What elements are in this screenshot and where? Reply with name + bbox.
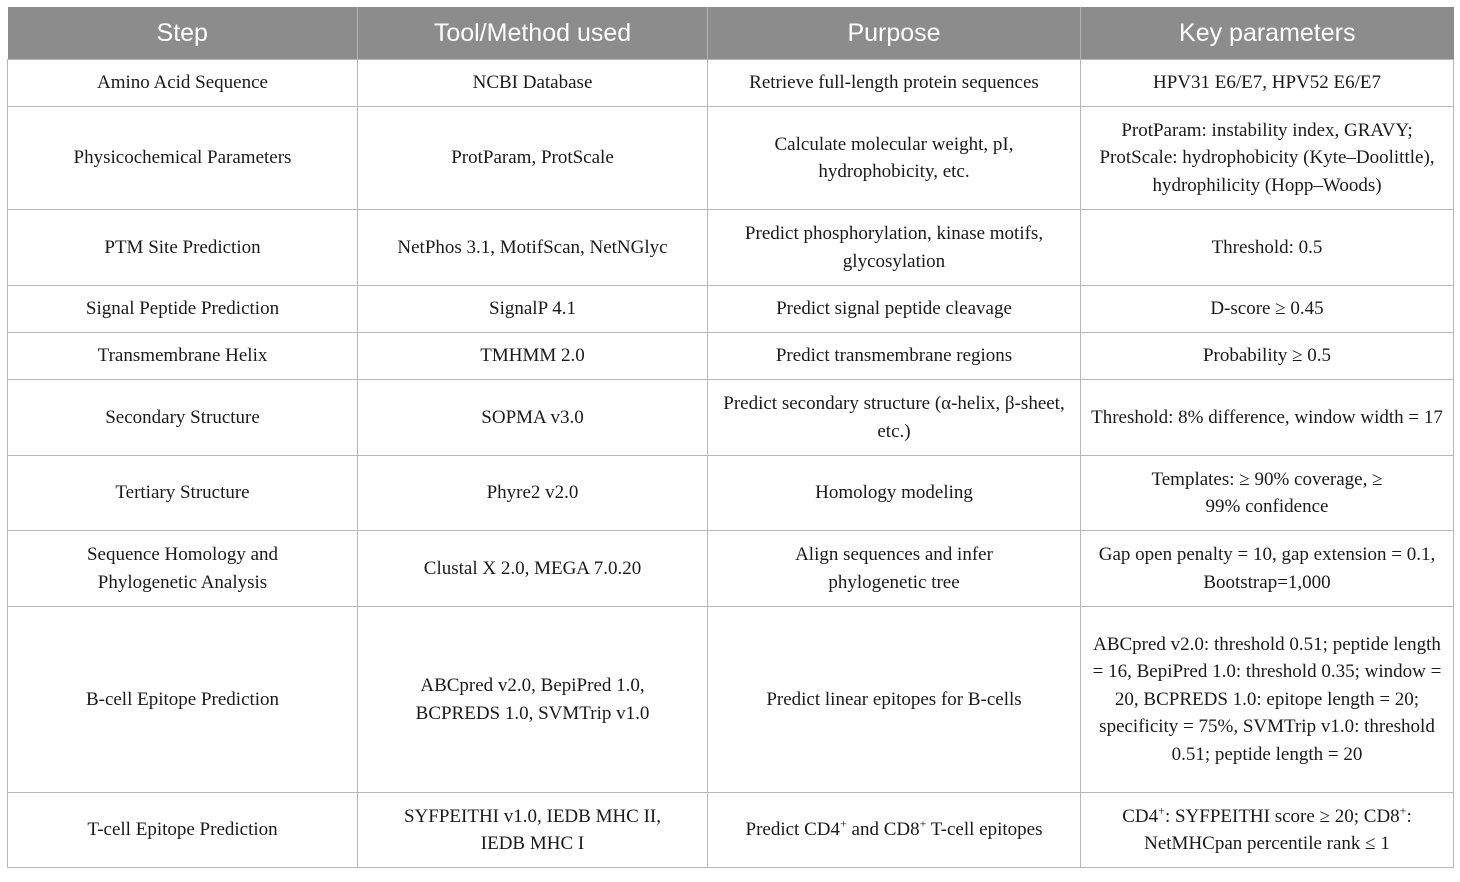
cell-purpose: Predict phosphorylation, kinase motifs, glycosylation — [708, 210, 1081, 286]
table-row — [8, 333, 1454, 380]
cell-purpose: Predict secondary structure (α-helix, β-sheet, etc.) — [708, 380, 1081, 456]
cell-step: B-cell Epitope Prediction — [8, 607, 358, 793]
cell-tool: SYFPEITHI v1.0, IEDB MHC II, IEDB MHC I — [358, 793, 708, 868]
cell-purpose: Align sequences and infer phylogenetic tree — [708, 531, 1081, 607]
cell-params: Gap open penalty = 10, gap extension = 0.1, Bootstrap=1,000 — [1081, 531, 1454, 607]
cell-params: Threshold: 8% difference, window width = 17 — [1081, 380, 1454, 456]
header-params: Key parameters — [1081, 7, 1454, 60]
table-row — [8, 60, 1454, 107]
cell-params: D-score ≥ 0.45 — [1081, 286, 1454, 333]
cell-purpose: Predict CD4+ and CD8+ T-cell epitopes — [708, 793, 1081, 868]
cell-tool: NetPhos 3.1, MotifScan, NetNGlyc — [358, 210, 708, 286]
cell-step: Amino Acid Sequence — [8, 60, 358, 107]
cell-params: Threshold: 0.5 — [1081, 210, 1454, 286]
cell-params: ABCpred v2.0: threshold 0.51; peptide length = 16, BepiPred 1.0: threshold 0.35; window = 20, BCPREDS 1.0: epitope length = 20; specificity = 75%, SVMTrip v1.0: threshold 0.51; peptide length = 20 — [1081, 607, 1454, 793]
table-row — [8, 793, 1454, 868]
cell-params: CD4+: SYFPEITHI score ≥ 20; CD8+: NetMHCpan percentile rank ≤ 1 — [1081, 793, 1454, 868]
parameters-table — [7, 7, 1454, 868]
cell-purpose: Predict linear epitopes for B-cells — [708, 607, 1081, 793]
cell-step: PTM Site Prediction — [8, 210, 358, 286]
cell-purpose: Calculate molecular weight, pI, hydrophobicity, etc. — [708, 107, 1081, 210]
table-row — [8, 607, 1454, 793]
header-tool: Tool/Method used — [358, 7, 708, 60]
header-purpose: Purpose — [708, 7, 1081, 60]
cell-purpose: Predict signal peptide cleavage — [708, 286, 1081, 333]
cell-step: T-cell Epitope Prediction — [8, 793, 358, 868]
table-row — [8, 380, 1454, 456]
cell-tool: TMHMM 2.0 — [358, 333, 708, 380]
cell-step: Transmembrane Helix — [8, 333, 358, 380]
table-row — [8, 531, 1454, 607]
cell-purpose: Predict transmembrane regions — [708, 333, 1081, 380]
header-row — [8, 7, 1454, 60]
cell-tool: ProtParam, ProtScale — [358, 107, 708, 210]
cell-tool: SignalP 4.1 — [358, 286, 708, 333]
cell-params: HPV31 E6/E7, HPV52 E6/E7 — [1081, 60, 1454, 107]
cell-step: Tertiary Structure — [8, 456, 358, 531]
cell-purpose: Homology modeling — [708, 456, 1081, 531]
cell-params: ProtParam: instability index, GRAVY; ProtScale: hydrophobicity (Kyte–Doolittle), hydrophilicity (Hopp–Woods) — [1081, 107, 1454, 210]
cell-step: Physicochemical Parameters — [8, 107, 358, 210]
cell-tool: Phyre2 v2.0 — [358, 456, 708, 531]
cell-tool: ABCpred v2.0, BepiPred 1.0, BCPREDS 1.0, SVMTrip v1.0 — [358, 607, 708, 793]
cell-params: Templates: ≥ 90% coverage, ≥ 99% confidence — [1081, 456, 1454, 531]
table-row — [8, 107, 1454, 210]
header-step: Step — [8, 7, 358, 60]
table-row — [8, 286, 1454, 333]
cell-tool: SOPMA v3.0 — [358, 380, 708, 456]
cell-tool: NCBI Database — [358, 60, 708, 107]
table-row — [8, 456, 1454, 531]
table-row — [8, 210, 1454, 286]
cell-tool: Clustal X 2.0, MEGA 7.0.20 — [358, 531, 708, 607]
cell-step: Sequence Homology and Phylogenetic Analysis — [8, 531, 358, 607]
cell-purpose: Retrieve full-length protein sequences — [708, 60, 1081, 107]
cell-params: Probability ≥ 0.5 — [1081, 333, 1454, 380]
cell-step: Signal Peptide Prediction — [8, 286, 358, 333]
cell-step: Secondary Structure — [8, 380, 358, 456]
